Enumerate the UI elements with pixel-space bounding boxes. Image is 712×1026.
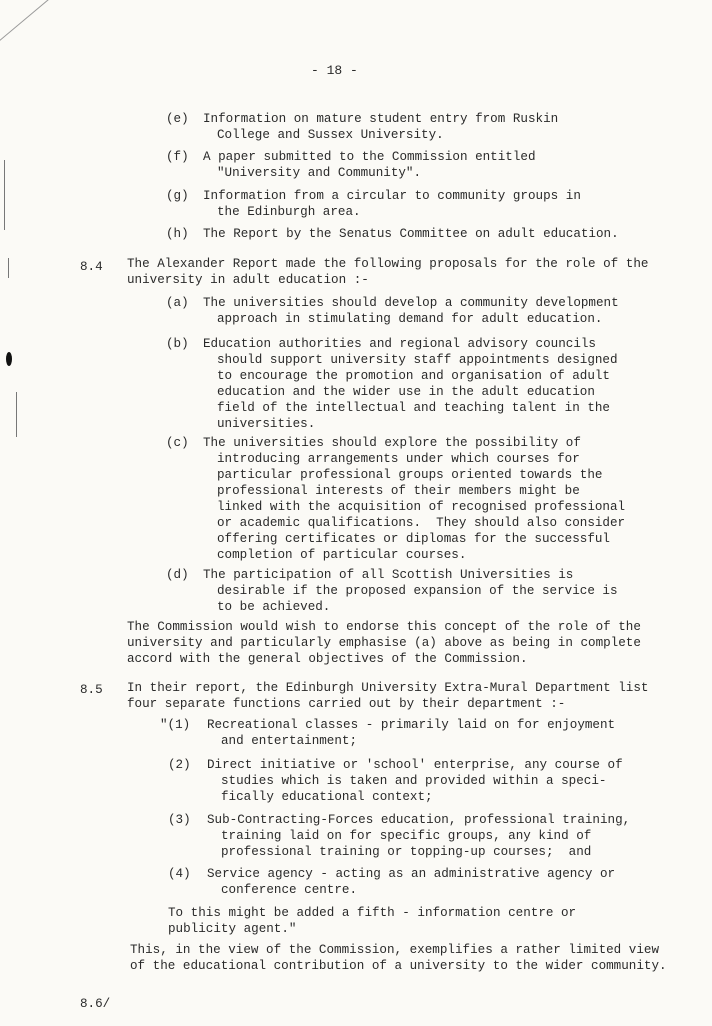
- item-text: The Report by the Senatus Committee on adult education.: [203, 227, 619, 241]
- item-text: Service agency - acting as an administrative agency or: [207, 867, 616, 881]
- item-text: studies which is taken and provided within a speci-: [221, 774, 607, 788]
- paragraph-line: university and particularly emphasise (a) above as being in complete: [127, 636, 641, 650]
- item-text: Direct initiative or 'school' enterprise, any course of: [207, 758, 623, 772]
- item-label: (b): [166, 337, 189, 351]
- paragraph-line: of the educational contribution of a university to the wider community.: [130, 959, 667, 973]
- item-text: field of the intellectual and teaching talent in the: [217, 401, 610, 415]
- item-text: to encourage the promotion and organisation of adult: [217, 369, 610, 383]
- item-text: "University and Community".: [217, 166, 422, 180]
- item-text: universities.: [217, 417, 316, 431]
- item-label: (d): [166, 568, 189, 582]
- scan-edge-mark: [8, 258, 9, 278]
- item-text: desirable if the proposed expansion of the service is: [217, 584, 618, 598]
- item-text: professional interests of their members might be: [217, 484, 580, 498]
- item-text: or academic qualifications. They should also consider: [217, 516, 626, 530]
- item-text: particular professional groups oriented towards the: [217, 468, 603, 482]
- item-text: education and the wider use in the adult education: [217, 385, 595, 399]
- item-text: The participation of all Scottish Universities is: [203, 568, 574, 582]
- item-text: Information on mature student entry from Ruskin: [203, 112, 559, 126]
- scan-corner-line: [0, 0, 90, 49]
- item-text: conference centre.: [221, 883, 358, 897]
- item-label: (c): [166, 436, 189, 450]
- item-label: (f): [166, 150, 189, 164]
- item-label: (e): [166, 112, 189, 126]
- paragraph-line: four separate functions carried out by their department :-: [127, 697, 566, 711]
- item-label: (4): [168, 867, 191, 881]
- paragraph-line: university in adult education :-: [127, 273, 369, 287]
- item-text: approach in stimulating demand for adult education.: [217, 312, 603, 326]
- item-text: training laid on for specific groups, any kind of: [221, 829, 592, 843]
- item-text: The universities should develop a community development: [203, 296, 619, 310]
- item-label: "(1): [160, 718, 191, 732]
- item-label: (a): [166, 296, 189, 310]
- paragraph-line: This, in the view of the Commission, exemplifies a rather limited view: [130, 943, 660, 957]
- paragraph-line: The Alexander Report made the following proposals for the role of the: [127, 257, 649, 271]
- punch-hole-mark: [6, 352, 12, 366]
- item-label: (g): [166, 189, 189, 203]
- item-label: (h): [166, 227, 189, 241]
- paragraph-line: accord with the general objectives of the Commission.: [127, 652, 528, 666]
- paragraph-line: To this might be added a fifth - information centre or: [168, 906, 577, 920]
- item-text: fically educational context;: [221, 790, 433, 804]
- item-text: Sub-Contracting-Forces education, professional training,: [207, 813, 631, 827]
- section-number: 8.4: [80, 260, 103, 274]
- item-text: A paper submitted to the Commission entitled: [203, 150, 536, 164]
- item-text: completion of particular courses.: [217, 548, 467, 562]
- scan-edge-mark: [4, 160, 5, 230]
- item-text: College and Sussex University.: [217, 128, 444, 142]
- item-text: the Edinburgh area.: [217, 205, 361, 219]
- item-text: Education authorities and regional advisory councils: [203, 337, 596, 351]
- item-label: (3): [168, 813, 191, 827]
- item-text: The universities should explore the possibility of: [203, 436, 581, 450]
- item-text: and entertainment;: [221, 734, 358, 748]
- item-text: offering certificates or diplomas for the successful: [217, 532, 610, 546]
- page-number: - 18 -: [311, 63, 358, 78]
- item-text: Information from a circular to community groups in: [203, 189, 581, 203]
- item-text: to be achieved.: [217, 600, 331, 614]
- section-number: 8.5: [80, 683, 103, 697]
- item-text: professional training or topping-up courses; and: [221, 845, 592, 859]
- paragraph-line: In their report, the Edinburgh University Extra-Mural Department list: [127, 681, 649, 695]
- paragraph-line: The Commission would wish to endorse this concept of the role of the: [127, 620, 641, 634]
- item-text: should support university staff appointments designed: [217, 353, 618, 367]
- item-label: (2): [168, 758, 191, 772]
- item-text: Recreational classes - primarily laid on for enjoyment: [207, 718, 616, 732]
- continuation-ref: 8.6/: [80, 997, 111, 1011]
- item-text: linked with the acquisition of recognised professional: [217, 500, 626, 514]
- paragraph-line: publicity agent.": [168, 922, 297, 936]
- item-text: introducing arrangements under which courses for: [217, 452, 580, 466]
- scan-edge-mark: [16, 392, 17, 437]
